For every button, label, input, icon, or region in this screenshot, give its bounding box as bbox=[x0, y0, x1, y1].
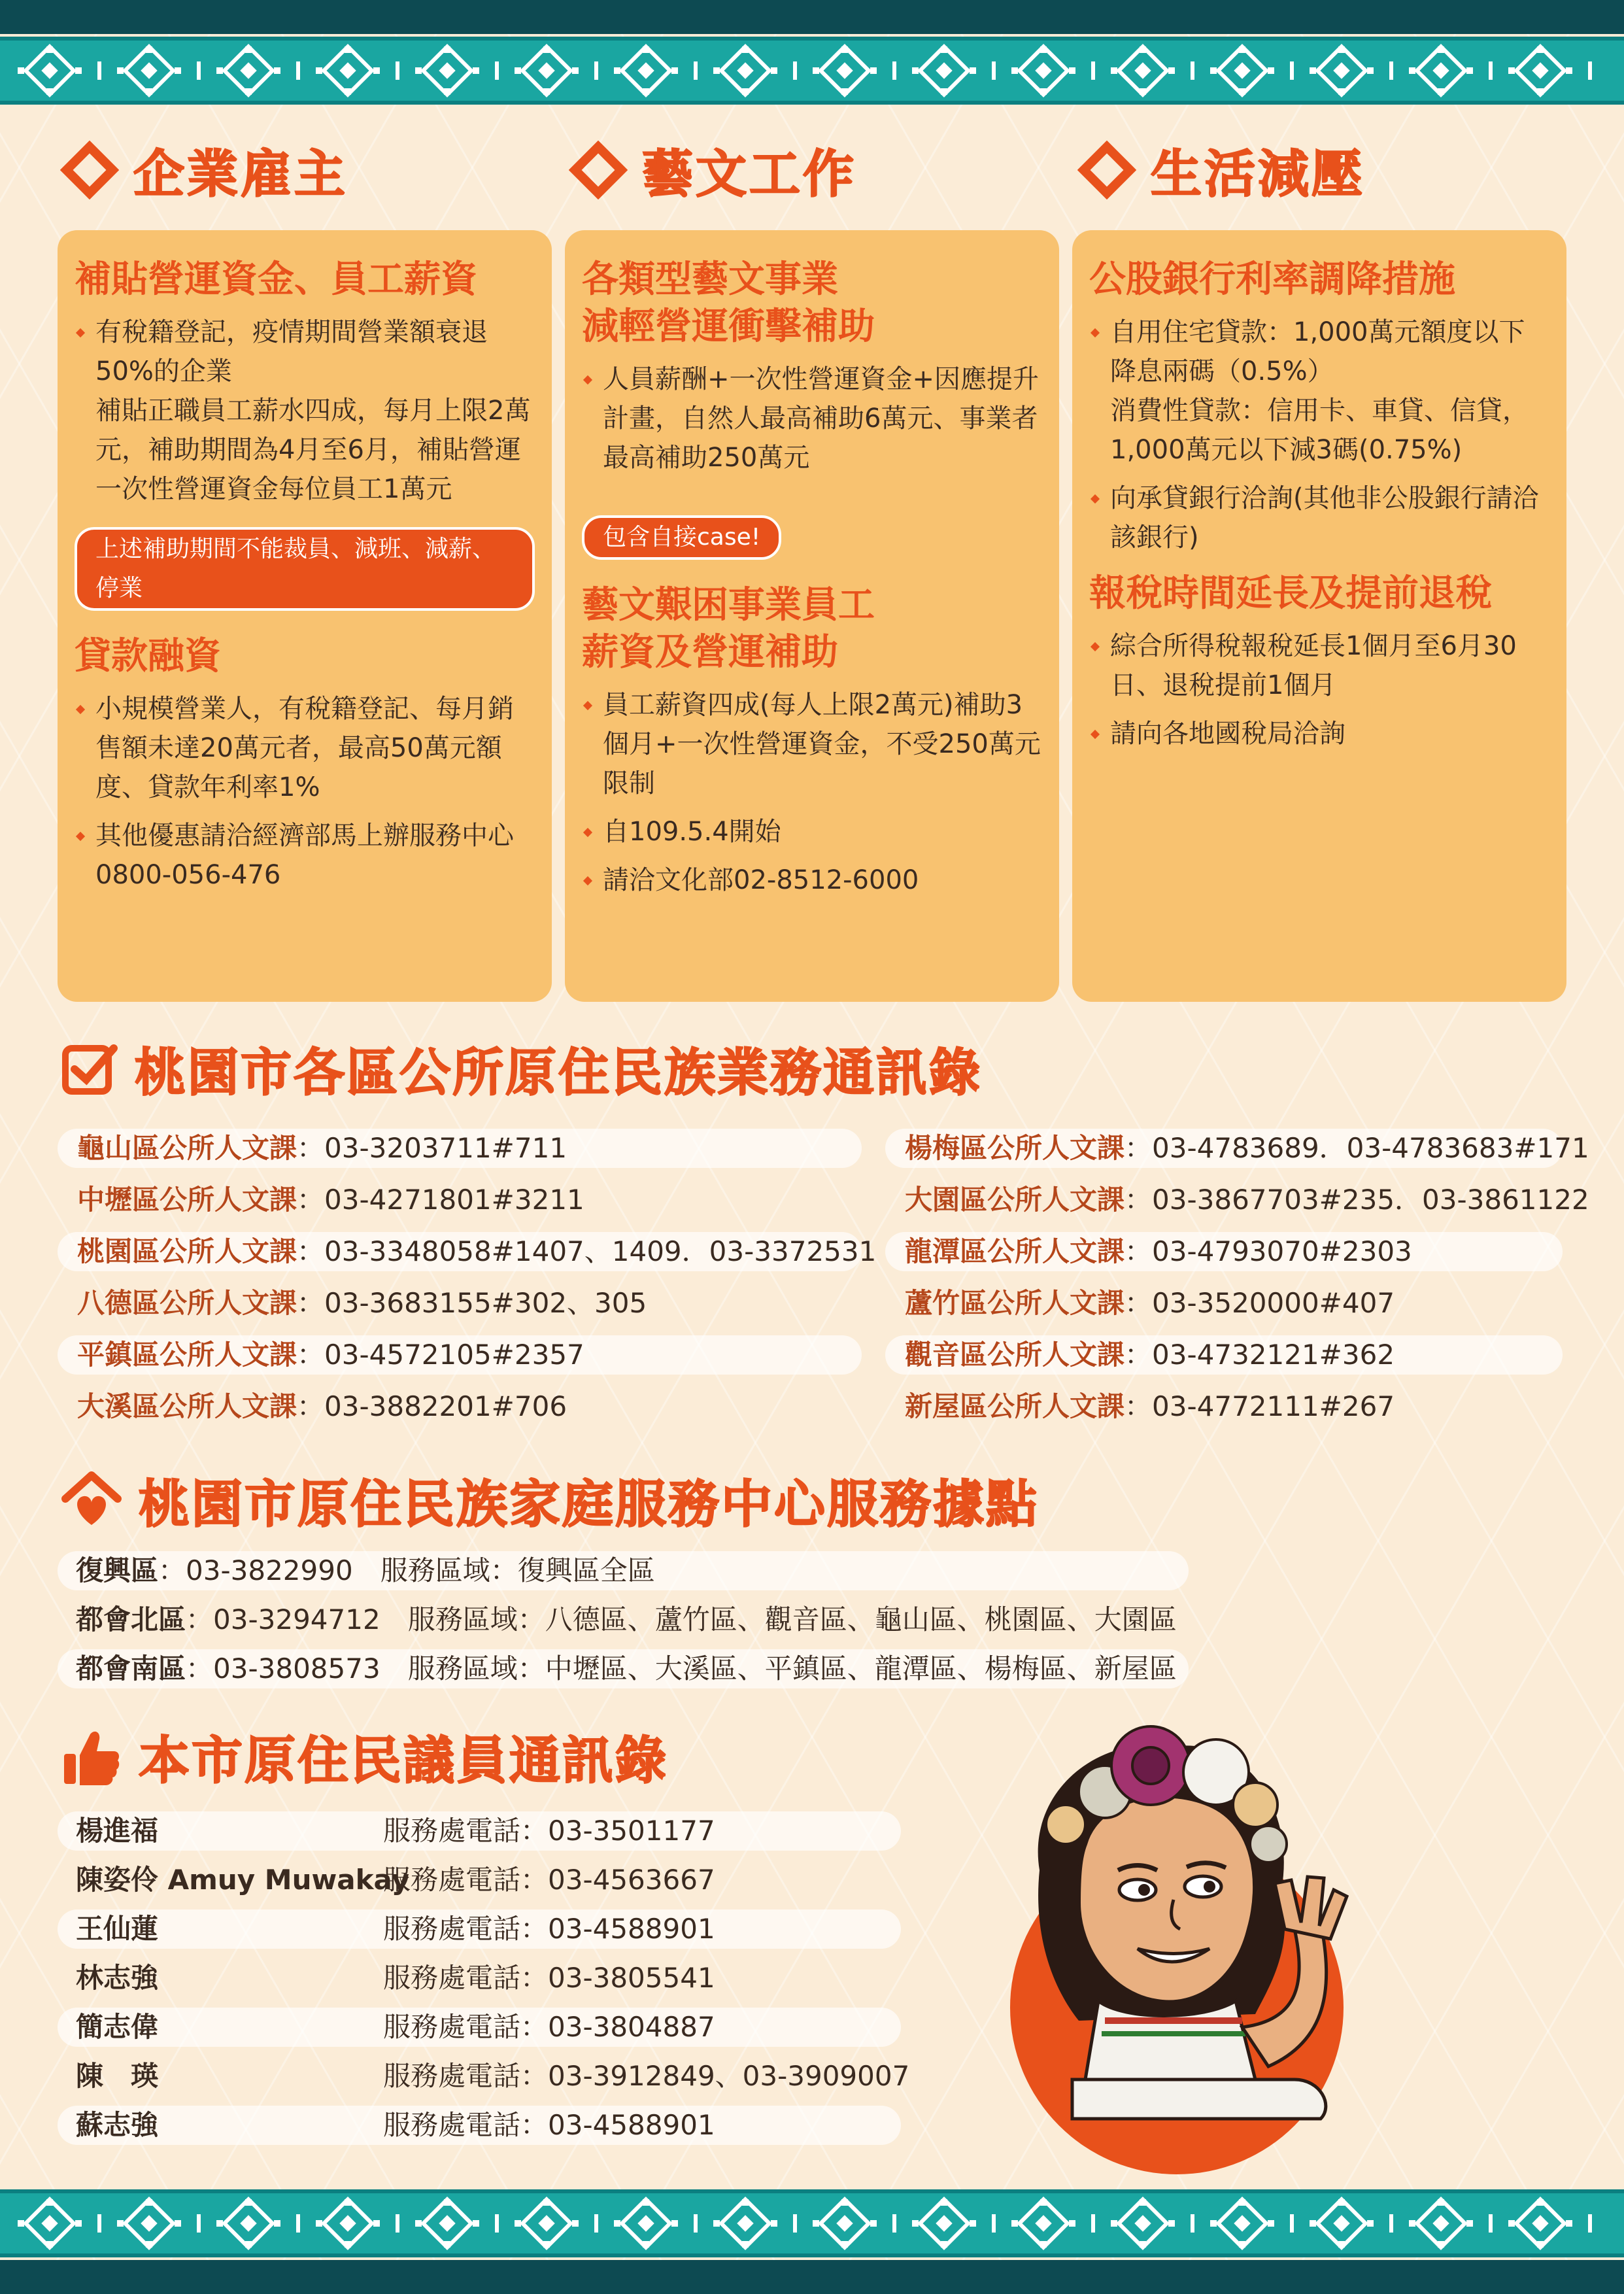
bullet-item: 其他優惠請洽經濟部馬上辦服務中心0800-056-476 bbox=[75, 816, 535, 895]
tribal-separator bbox=[694, 61, 698, 80]
council-section-title bbox=[60, 1720, 668, 1793]
bullet-list bbox=[1089, 626, 1549, 753]
center-area: 服務區域：八德區、蘆竹區、觀音區、龜山區、桃園區、大園區 bbox=[407, 1603, 1177, 1635]
office-phone: 03-4732121#362 bbox=[1152, 1339, 1395, 1371]
tribal-motif bbox=[912, 2199, 976, 2248]
tribal-separator bbox=[296, 2214, 300, 2233]
tribal-motif bbox=[515, 2199, 579, 2248]
district-row: 桃園區公所人文課：03-3348058#1407、1409．03-3372531 bbox=[58, 1232, 862, 1271]
tribal-motif bbox=[1508, 2199, 1572, 2248]
bullet-item: 自用住宅貸款：1,000萬元額度以下降息兩碼（0.5%） 消費性貸款：信用卡、車貸、信貸，1,000萬元以下減3碼(0.75%) bbox=[1089, 313, 1549, 470]
checkbox-icon bbox=[60, 1039, 119, 1098]
office-name: 新屋區公所人文課 bbox=[905, 1390, 1125, 1422]
bottom-border-band bbox=[0, 2189, 1624, 2294]
member-phone: 03-3804887 bbox=[548, 2011, 715, 2043]
home-heart-icon bbox=[60, 1469, 123, 1532]
tribal-separator bbox=[296, 61, 300, 80]
office-phone: 03-4793070#2303 bbox=[1152, 1235, 1412, 1267]
col-title: 藝文工作 bbox=[642, 145, 857, 204]
bullet-item: 人員薪酬+一次性營運資金+因應提升計畫，自然人最高補助6萬元、事業者最高補助250萬元 bbox=[582, 360, 1042, 477]
tribal-separator bbox=[1290, 61, 1294, 80]
office-phone: 03-3203711#711 bbox=[324, 1132, 567, 1164]
district-row: 中壢區公所人文課：03-4271801#3211 bbox=[77, 1184, 584, 1216]
tribal-motif bbox=[713, 2199, 777, 2248]
card-heading: 補貼營運資金、員工薪資 bbox=[75, 258, 477, 301]
office-name: 楊梅區公所人文課 bbox=[905, 1132, 1125, 1164]
top-tribal-pattern bbox=[0, 0, 1624, 105]
bullet-item: 請洽文化部02-8512-6000 bbox=[582, 861, 1042, 900]
tribal-motif bbox=[813, 2199, 877, 2248]
tribal-motif bbox=[117, 46, 181, 95]
tribal-motif bbox=[813, 46, 877, 95]
card-employer bbox=[58, 230, 552, 1002]
note-badge: 上述補助期間不能裁員、減班、減薪、停業 bbox=[75, 527, 535, 611]
bullet-item: 員工薪資四成(每人上限2萬元)補助3個月+一次性營運資金，不受250萬元限制 bbox=[582, 685, 1042, 803]
diamond-icon bbox=[60, 141, 119, 199]
district-row: 觀音區公所人文課：03-4732121#362 bbox=[885, 1335, 1563, 1375]
center-name: 都會北區 bbox=[76, 1603, 186, 1635]
member-phone: 03-4588901 bbox=[548, 2109, 715, 2141]
office-name: 蘆竹區公所人文課 bbox=[905, 1287, 1125, 1319]
tribal-separator bbox=[197, 2214, 201, 2233]
tribal-separator bbox=[892, 61, 896, 80]
district-row: 平鎮區公所人文課：03-4572105#2357 bbox=[58, 1335, 862, 1375]
tribal-motif bbox=[1210, 2199, 1274, 2248]
tribal-motif bbox=[614, 46, 678, 95]
note-badge: 包含自接case! bbox=[582, 515, 781, 560]
center-phone: 03-3808573 bbox=[213, 1652, 381, 1685]
member-name: 蘇志強 bbox=[76, 2109, 159, 2141]
phone-label: 服務處電話： bbox=[383, 1815, 549, 1847]
center-phone: 03-3822990 bbox=[186, 1554, 353, 1586]
phone-label: 服務處電話： bbox=[383, 2060, 549, 2092]
center-row: 都會南區：03-3808573 服務區域：中壢區、大溪區、平鎮區、龍潭區、楊梅區、新屋區 bbox=[58, 1649, 1189, 1688]
col-head-life bbox=[1077, 134, 1365, 206]
card-life bbox=[1072, 230, 1566, 1002]
phone-label: 服務處電話： bbox=[383, 1913, 549, 1945]
member-phone: 03-3501177 bbox=[548, 1815, 715, 1847]
office-phone: 03-3348058#1407、1409．03-3372531 bbox=[324, 1235, 877, 1267]
tribal-separator bbox=[1389, 61, 1393, 80]
tribal-motif bbox=[1111, 2199, 1175, 2248]
council-row bbox=[58, 1959, 901, 1998]
section-title-text: 本市原住民議員通訊錄 bbox=[139, 1732, 669, 1790]
section-title-text: 桃園市各區公所原住民族業務通訊錄 bbox=[135, 1044, 983, 1103]
tribal-motif bbox=[216, 2199, 280, 2248]
col-title: 生活減壓 bbox=[1151, 145, 1366, 204]
district-row: 龍潭區公所人文課：03-4793070#2303 bbox=[885, 1232, 1563, 1271]
tribal-separator bbox=[1290, 2214, 1294, 2233]
tribal-motif bbox=[415, 46, 479, 95]
tribal-separator bbox=[594, 61, 598, 80]
tribal-motif bbox=[1310, 2199, 1374, 2248]
member-name: 林志強 bbox=[76, 1962, 159, 1994]
member-name: 楊進福 bbox=[76, 1815, 159, 1847]
tribal-separator bbox=[892, 2214, 896, 2233]
phone-label: 服務處電話： bbox=[383, 1962, 549, 1994]
council-row bbox=[58, 1860, 901, 1900]
tribal-motif bbox=[1508, 46, 1572, 95]
bullet-list bbox=[582, 685, 1042, 900]
district-row: 楊梅區公所人文課：03-4783689．03-4783683#171 bbox=[885, 1129, 1563, 1168]
tribal-separator bbox=[1489, 61, 1493, 80]
center-row: 復興區：03-3822990 服務區域：復興區全區 bbox=[58, 1551, 1189, 1590]
bullet-item: 請向各地國稅局洽詢 bbox=[1089, 714, 1549, 753]
col-head-employer bbox=[60, 134, 348, 206]
tribal-motif bbox=[614, 2199, 678, 2248]
tribal-motif bbox=[1011, 2199, 1075, 2248]
bullet-list bbox=[75, 689, 535, 895]
tribal-separator bbox=[396, 2214, 399, 2233]
tribal-separator bbox=[1091, 61, 1095, 80]
office-name: 平鎮區公所人文課 bbox=[77, 1339, 297, 1371]
tribal-motif bbox=[1210, 46, 1274, 95]
col-title: 企業雇主 bbox=[133, 145, 348, 204]
tribal-separator bbox=[97, 2214, 101, 2233]
district-section-title bbox=[60, 1032, 982, 1105]
section-title-text: 桃園市原住民族家庭服務中心服務據點 bbox=[139, 1475, 1040, 1534]
office-name: 桃園區公所人文課 bbox=[77, 1235, 297, 1267]
office-name: 大溪區公所人文課 bbox=[77, 1390, 297, 1422]
office-phone: 03-4271801#3211 bbox=[324, 1184, 584, 1216]
tribal-separator bbox=[1191, 61, 1194, 80]
phone-label: 服務處電話： bbox=[383, 1864, 549, 1896]
member-name: 簡志偉 bbox=[76, 2011, 159, 2043]
district-row: 大溪區公所人文課：03-3882201#706 bbox=[77, 1390, 567, 1422]
office-phone: 03-4783689．03-4783683#171 bbox=[1152, 1132, 1589, 1164]
district-row: 蘆竹區公所人文課：03-3520000#407 bbox=[905, 1287, 1395, 1319]
office-phone: 03-4572105#2357 bbox=[324, 1339, 584, 1371]
office-name: 大園區公所人文課 bbox=[905, 1184, 1125, 1216]
phone-label: 服務處電話： bbox=[383, 2109, 549, 2141]
card-heading: 藝文艱困事業員工 薪資及營運補助 bbox=[582, 584, 875, 674]
card-heading: 公股銀行利率調降措施 bbox=[1089, 258, 1455, 301]
member-phone: 03-4588901 bbox=[548, 1913, 715, 1945]
card-arts bbox=[565, 230, 1059, 1002]
tribal-motif bbox=[216, 46, 280, 95]
member-phone: 03-3912849、03-3909007 bbox=[548, 2060, 910, 2092]
phone-label: 服務處電話： bbox=[383, 2011, 549, 2043]
office-name: 中壢區公所人文課 bbox=[77, 1184, 297, 1216]
bullet-item: 小規模營業人，有稅籍登記、每月銷售額未達20萬元者，最高50萬元額度、貸款年利率1% bbox=[75, 689, 535, 807]
tribal-motif bbox=[1011, 46, 1075, 95]
tribal-separator bbox=[793, 61, 797, 80]
district-row: 龜山區公所人文課：03-3203711#711 bbox=[58, 1129, 862, 1168]
tribal-separator bbox=[793, 2214, 797, 2233]
cartoon-mascot-illustration bbox=[928, 1713, 1399, 2184]
office-name: 龍潭區公所人文課 bbox=[905, 1235, 1125, 1267]
bullet-list bbox=[75, 313, 535, 509]
diamond-icon bbox=[1077, 141, 1136, 199]
tribal-motif bbox=[515, 46, 579, 95]
member-name: 王仙蓮 bbox=[76, 1913, 159, 1945]
tribal-motif bbox=[912, 46, 976, 95]
office-phone: 03-3882201#706 bbox=[324, 1390, 567, 1422]
council-row bbox=[58, 2106, 901, 2145]
district-row: 新屋區公所人文課：03-4772111#267 bbox=[905, 1390, 1395, 1422]
tribal-separator bbox=[1489, 2214, 1493, 2233]
tribal-separator bbox=[992, 2214, 996, 2233]
bullet-item: 自109.5.4開始 bbox=[582, 812, 1042, 851]
tribal-separator bbox=[1091, 2214, 1095, 2233]
tribal-separator bbox=[1588, 61, 1592, 80]
council-row bbox=[58, 1909, 901, 1949]
center-name: 都會南區 bbox=[76, 1652, 186, 1685]
tribal-separator bbox=[1588, 2214, 1592, 2233]
tribal-motif bbox=[713, 46, 777, 95]
office-phone: 03-3867703#235．03-3861122 bbox=[1152, 1184, 1589, 1216]
district-row: 大園區公所人文課：03-3867703#235．03-3861122 bbox=[905, 1184, 1589, 1216]
office-name: 龜山區公所人文課 bbox=[77, 1132, 297, 1164]
office-phone: 03-4772111#267 bbox=[1152, 1390, 1395, 1422]
tribal-motif bbox=[415, 2199, 479, 2248]
tribal-motif bbox=[316, 2199, 380, 2248]
thumbs-up-icon bbox=[60, 1725, 123, 1788]
tribal-separator bbox=[396, 61, 399, 80]
tribal-separator bbox=[97, 61, 101, 80]
card-heading: 報稅時間延長及提前退稅 bbox=[1089, 572, 1492, 615]
center-section-title bbox=[60, 1464, 1039, 1537]
tribal-motif bbox=[117, 2199, 181, 2248]
office-name: 八德區公所人文課 bbox=[77, 1287, 297, 1319]
tribal-separator bbox=[594, 2214, 598, 2233]
center-name: 復興區 bbox=[76, 1554, 159, 1586]
tribal-motif bbox=[1111, 46, 1175, 95]
tribal-separator bbox=[495, 61, 499, 80]
bullet-item: 向承貸銀行洽詢(其他非公股銀行請洽該銀行) bbox=[1089, 479, 1549, 557]
card-heading: 各類型藝文事業 減輕營運衝擊補助 bbox=[582, 258, 875, 348]
tribal-separator bbox=[1389, 2214, 1393, 2233]
district-row: 八德區公所人文課：03-3683155#302、305 bbox=[77, 1287, 647, 1319]
office-phone: 03-3683155#302、305 bbox=[324, 1287, 647, 1319]
tribal-separator bbox=[197, 61, 201, 80]
col-head-arts bbox=[569, 134, 856, 206]
diamond-icon bbox=[569, 141, 628, 199]
tribal-motif bbox=[1409, 46, 1473, 95]
bottom-tribal-pattern bbox=[0, 2189, 1624, 2294]
tribal-motif bbox=[1409, 2199, 1473, 2248]
bullet-list bbox=[1089, 313, 1549, 557]
bullet-list bbox=[582, 360, 1042, 477]
top-border-band bbox=[0, 0, 1624, 105]
card-heading: 貸款融資 bbox=[75, 635, 221, 677]
tribal-motif bbox=[18, 2199, 82, 2248]
council-row bbox=[58, 2008, 901, 2047]
office-name: 觀音區公所人文課 bbox=[905, 1339, 1125, 1371]
bullet-item: 有稅籍登記，疫情期間營業額衰退50%的企業 補貼正職員工薪水四成，每月上限2萬元，補助期間為4月至6月，補貼營運一次性營運資金每位員工1萬元 bbox=[75, 313, 535, 509]
member-name: 陳姿伶 Amuy Muwakay bbox=[76, 1864, 409, 1896]
member-phone: 03-4563667 bbox=[548, 1864, 715, 1896]
tribal-separator bbox=[1191, 2214, 1194, 2233]
tribal-separator bbox=[992, 61, 996, 80]
council-row bbox=[58, 2057, 910, 2096]
center-phone: 03-3294712 bbox=[213, 1603, 381, 1635]
tribal-motif bbox=[1310, 46, 1374, 95]
office-phone: 03-3520000#407 bbox=[1152, 1287, 1395, 1319]
center-area: 服務區域：復興區全區 bbox=[380, 1554, 655, 1586]
member-phone: 03-3805541 bbox=[548, 1962, 715, 1994]
council-row bbox=[58, 1811, 901, 1851]
tribal-motif bbox=[316, 46, 380, 95]
tribal-separator bbox=[694, 2214, 698, 2233]
member-name: 陳 瑛 bbox=[76, 2060, 159, 2092]
tribal-motif bbox=[18, 46, 82, 95]
tribal-separator bbox=[495, 2214, 499, 2233]
center-row: 都會北區：03-3294712 服務區域：八德區、蘆竹區、觀音區、龜山區、桃園區、大園區 bbox=[76, 1603, 1177, 1635]
bullet-item: 綜合所得稅報稅延長1個月至6月30日、退稅提前1個月 bbox=[1089, 626, 1549, 705]
center-area: 服務區域：中壢區、大溪區、平鎮區、龍潭區、楊梅區、新屋區 bbox=[407, 1652, 1177, 1685]
